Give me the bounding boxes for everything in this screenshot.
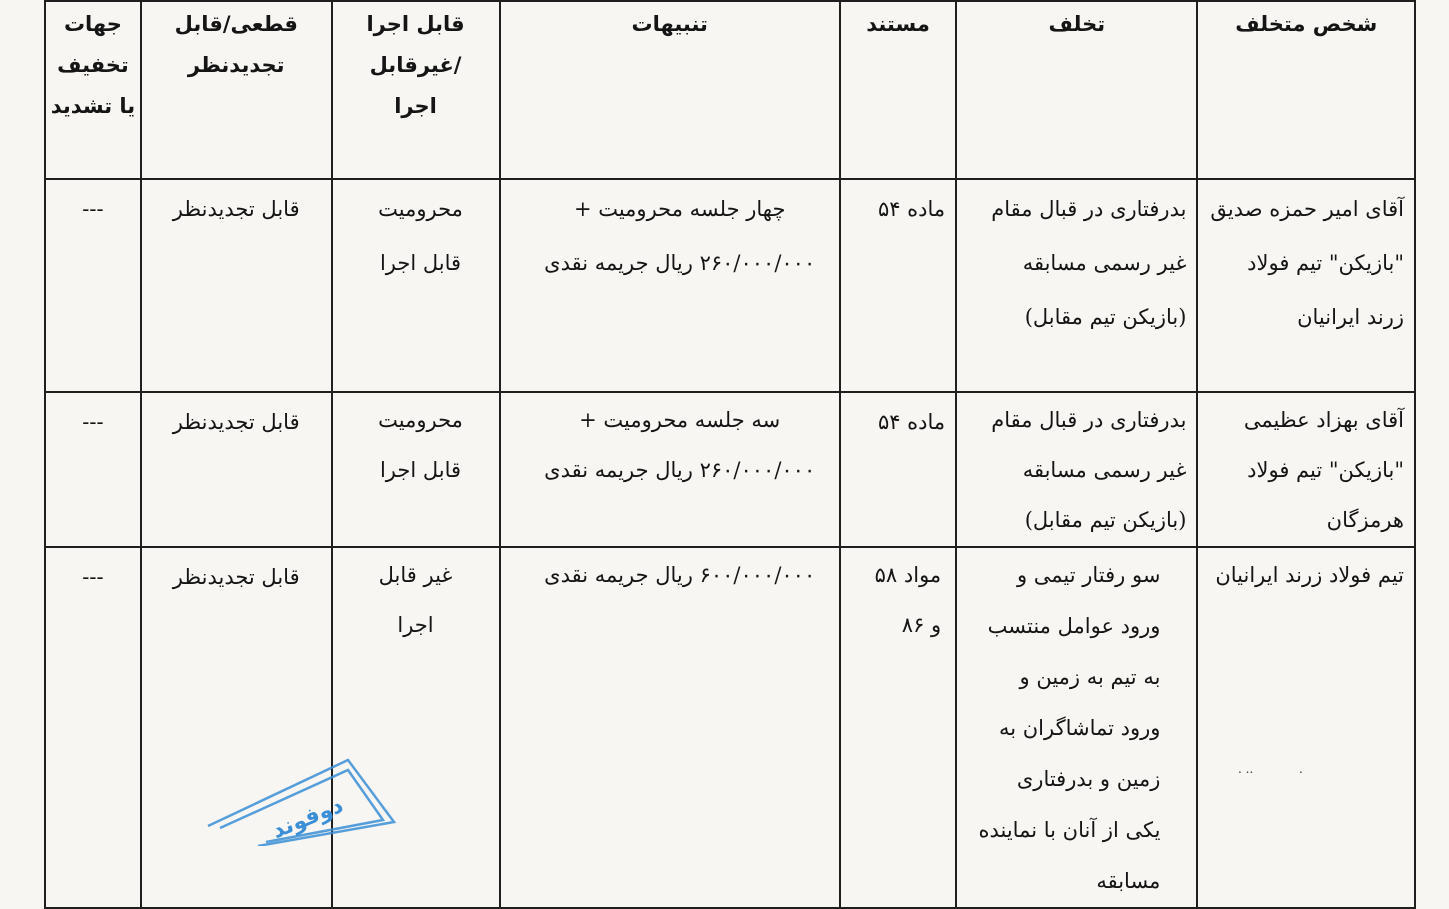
violations-table (44, 0, 1416, 909)
basis-cell: ماده ۵۴ (840, 179, 956, 392)
header-enforceable: قابل اجرا /غیرقابل اجرا (332, 1, 500, 179)
header-basis: مستند (840, 1, 956, 179)
violation-cell: سو رفتار تیمی و ورود عوامل منتسب به تیم به زمین و ورود تماشاگران به زمین و بدرفتاری یکی از آنان با نماینده مسابقه (956, 547, 1197, 908)
violation-cell: بدرفتاری در قبال مقام غیر رسمی مسابقه (بازیکن تیم مقابل) (956, 179, 1197, 392)
mitigation-cell: --- (45, 179, 141, 392)
mitigation-cell: --- (45, 547, 141, 908)
final-cell: قابل تجدیدنظر (141, 392, 332, 547)
scan-mark: . .. . (1238, 762, 1303, 776)
stamp-text: دوفوند (268, 793, 347, 844)
final-cell: قابل تجدیدنظر (141, 547, 332, 908)
header-person: شخص متخلف (1197, 1, 1415, 179)
enforceable-cell: محرومیت قابل اجرا (332, 179, 500, 392)
person-cell: تیم فولاد زرند ایرانیان (1197, 547, 1415, 908)
header-violation: تخلف (956, 1, 1197, 179)
person-cell: آقای بهزاد عظیمی "بازیکن" تیم فولاد هرمزگان (1197, 392, 1415, 547)
penalties-cell: سه جلسه محرومیت + ۲۶۰/۰۰۰/۰۰۰ ریال جریمه نقدی (500, 392, 840, 547)
enforceable-cell: غیر قابل اجرا (332, 547, 500, 908)
violation-cell: بدرفتاری در قبال مقام غیر رسمی مسابقه (بازیکن تیم مقابل) (956, 392, 1197, 547)
table-row (45, 179, 1415, 392)
penalties-cell: ۶۰۰/۰۰۰/۰۰۰ ریال جریمه نقدی (500, 547, 840, 908)
basis-cell: ماده ۵۴ (840, 392, 956, 547)
basis-cell: مواد ۵۸ و ۸۶ (840, 547, 956, 908)
header-penalties: تنبیهات (500, 1, 840, 179)
table-row (45, 392, 1415, 547)
header-mitigation: جهات تخفیف یا تشدید (45, 1, 141, 179)
person-cell: آقای امیر حمزه صدیق "بازیکن" تیم فولاد زرند ایرانیان (1197, 179, 1415, 392)
header-final: قطعی/قابل تجدیدنظر (141, 1, 332, 179)
mitigation-cell: --- (45, 392, 141, 547)
header-row (45, 1, 1415, 179)
enforceable-cell: محرومیت قابل اجرا (332, 392, 500, 547)
penalties-cell: چهار جلسه محرومیت + ۲۶۰/۰۰۰/۰۰۰ ریال جریمه نقدی (500, 179, 840, 392)
table-row (45, 547, 1415, 908)
final-cell: قابل تجدیدنظر (141, 179, 332, 392)
